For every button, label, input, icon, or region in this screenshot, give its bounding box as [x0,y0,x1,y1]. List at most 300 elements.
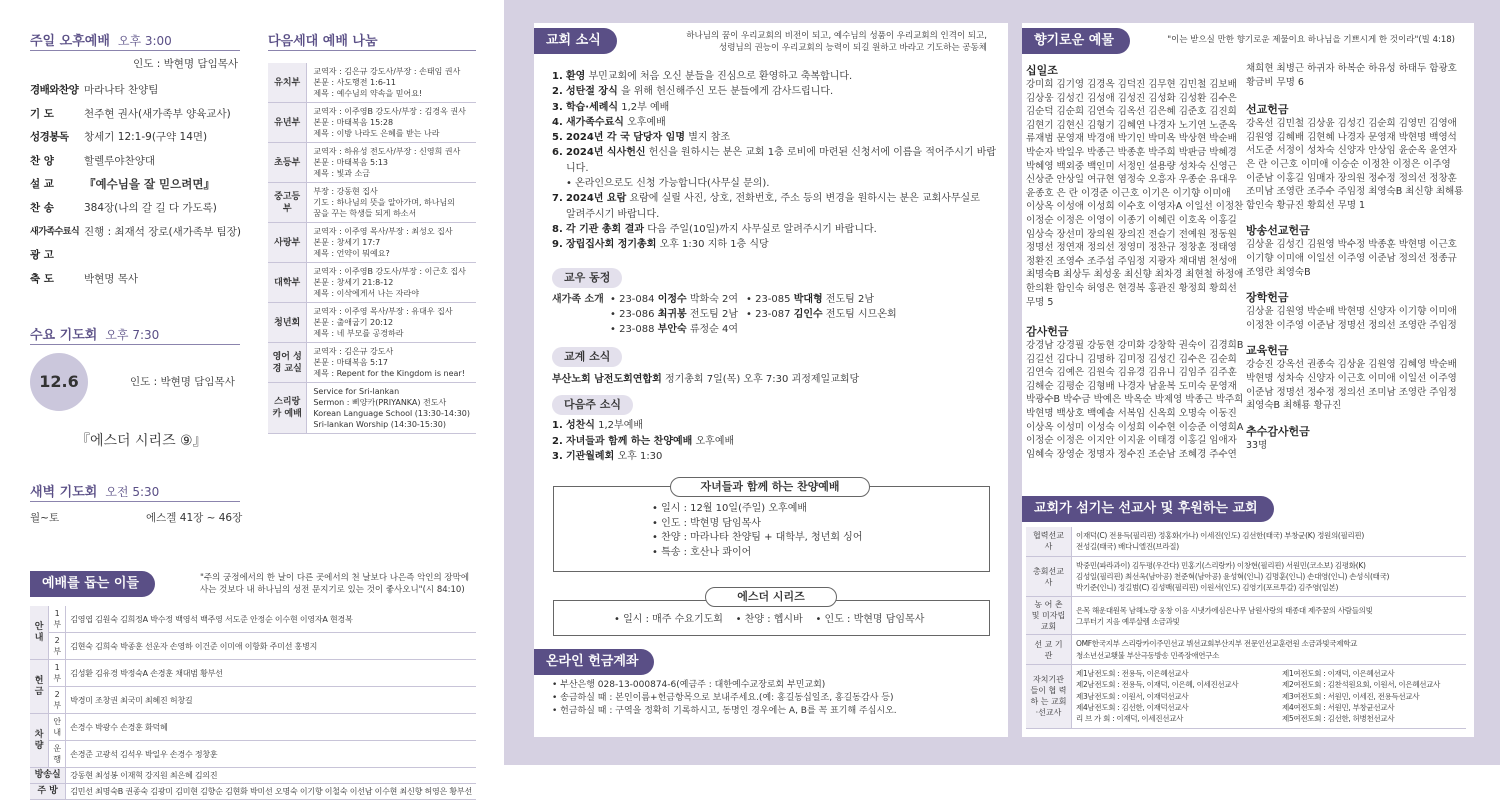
tithe-names [1026,78,1244,309]
org-line: 제3남전도회 : 이원서, 이재덕선교사 [1076,691,1189,701]
sunday-header [30,30,172,49]
dept-line: 꿈을 꾸는 학생들 되게 하소서 [313,209,417,218]
esther-title: 에스더 시리즈 [705,587,837,607]
name-line: 이정순 이정은 이영이 이종기 이혜린 이호옥 이홍길 [1026,214,1237,226]
name-line: 조미남 조영란 조주수 주임정 최영숙B 최신향 최해룡 [1246,186,1464,198]
member [746,292,874,307]
helpers-row [30,606,476,633]
online-line: • 송금하실 때 : 본인이름+헌금항목으로 보내주세요.(예: 홍길동십일조, 홍길동감사 등) [552,693,894,703]
dept-line: 기도 : 하나님의 뜻을 알아가며, 하나님의 [313,198,455,207]
order-label: 기 도 [30,107,54,120]
next-item [552,418,992,434]
news-text: 오후예배 [627,116,666,128]
news-text: 1,2부 예배 [621,101,670,113]
name-line: 이준남 이홍길 임매자 장의원 정수정 정의선 정창훈 [1246,172,1457,184]
wednesday-date-badge: 12.6 [30,353,88,411]
news-head: 2024년 요람 [565,193,627,205]
order-value: 창세기 12:1-9(구약 14면) [84,131,208,144]
name-line: 이상옥 이성미 이성숙 이성희 이수현 이승준 이영희A [1026,421,1244,433]
wednesday-title: 수요 기도회 [30,328,98,343]
member-name: 부안숙 [657,324,687,335]
name-line: 황금비 무명 6 [1246,76,1304,88]
wednesday-time: 오후 7:30 [105,328,160,342]
missionary-row [1026,556,1466,597]
divider [30,501,240,502]
order-label: 경배와찬양 [30,84,79,96]
news-text: 니다. [566,162,589,174]
missionary-label: 협력선교사 [1026,527,1072,556]
dept-line: 교역자 : 김은규 강도사 [313,347,394,356]
name-line: 최명숙B 최상두 최성웅 최신향 최차경 최현철 하정애 [1026,269,1244,281]
dept-label: 청년회 [268,303,307,343]
online-offering-title: 온라인 헌금계좌 [534,649,654,675]
offering-verse: "이는 받으실 만한 향기로운 제물이요 하나님을 기쁘시게 한 것이라"(빌 4:18) [1167,35,1455,45]
dawn-time: 오전 5:30 [105,485,160,499]
name-line: 무명 5 [1026,296,1054,308]
mission-names [1246,117,1466,212]
tithe-title: 십일조 [1026,64,1058,77]
name-line: 윤종호 은 란 이경준 이근호 이기은 이기향 이미애 [1026,187,1231,199]
dept-line: 본문 : 창세기 17:7 [313,238,381,247]
news-item [552,115,1002,130]
helper-sub-label: 2부 [49,633,66,660]
member-id: • 23-084 [610,294,658,305]
sunday-order-row [30,79,242,103]
member-group: 전도팀 시므온회 [822,309,897,320]
dept-details [307,343,476,383]
name-line: 조영란 최영숙B [1246,266,1311,278]
praise-line: • 일시 : 12월 10일(주일) 오후예배 [652,503,808,514]
edu-names [1246,358,1466,412]
name-line: 서도준 서정이 성차숙 신양자 안상임 윤순옥 윤연자 [1246,145,1457,157]
helper-names: 김성환 김유경 박정숙A 손경훈 채대범 황부선 [66,660,476,687]
broadcast-title: 방송선교헌금 [1246,224,1310,238]
news-text: 별지 참조 [688,132,731,144]
intro-line: 성령님의 권능이 우리교회의 능력이 되길 원하고 바라고 기도하는 공동체 [719,43,987,53]
member-name: 박대형 [793,294,823,305]
news-num: 1. [552,71,563,82]
member-name: 이정수 [657,294,687,305]
next-head: 기관월례회 [565,451,615,462]
nextgen-table [268,63,476,434]
next-head: 자녀들과 함께 하는 찬양예배 [565,435,693,447]
order-value: 천주현 권사(새가족부 양육교사) [84,107,231,120]
dept-label: 유년부 [268,103,307,143]
dept-details [307,263,476,303]
helper-group-label: 안 내 [30,606,49,660]
name-line: 임혜숙 장영순 정명자 정수진 조순남 조혜경 주수연 [1026,448,1237,460]
missionary-row [1026,665,1466,728]
name-line: 박현명 백상호 백예솔 서복임 신옥희 오명숙 이동진 [1026,408,1237,420]
helper-names: 손경수 박광수 손경훈 화덕혜 [66,714,476,741]
news-head: 2024년 각 국 담당자 임명 [565,132,685,144]
org-line: 제4여전도회 : 서원민, 부창균선교사 [1282,702,1395,712]
online-line: • 부산은행 028-13-000874-6(예금주 : 대한예수교장로회 부민교회) [552,680,826,690]
helper-names: 손경준 고광석 김석우 박일우 손경수 정창훈 [66,741,476,768]
helper-group-label: 헌 금 [30,660,49,714]
tithe-names-continued [1246,62,1466,89]
dept-details [307,103,476,143]
news-items [552,69,1002,253]
order-label: 찬 양 [30,154,54,167]
missionary-line: 박중민(파라과이) 김두평(우간다) 민홍기(스리랑카) 이창현(필리핀) 서원민(코소보) 김평화(K) [1076,560,1366,570]
member-group: 류정순 4여 [686,324,739,335]
member-row [610,307,1000,322]
helpers-row [30,660,476,687]
thanks-title: 감사헌금 [1026,325,1069,339]
missionary-details [1072,527,1467,556]
nextgen-row [268,383,476,434]
org-line: 제1남전도회 : 전용득, 이은혜선교사 [1076,669,1189,679]
helper-names: 박경미 조창권 최국미 최혜진 허창길 [66,687,476,714]
missionary-label: 자치기관들이 협 력 하 는 교회·선교사 [1026,665,1072,728]
nextgen-row [268,303,476,343]
helpers-quote: "주의 궁정에서의 한 날이 다른 곳에서의 천 날보다 나은즉 악인의 장막에 사는 것보다 내 하나님의 성전 문지기로 있는 것이 좋사오니"(시 84:10) [200,573,470,595]
dept-label: 대학부 [268,263,307,303]
wednesday-series: 『에스더 시리즈 ⑨』 [76,433,207,449]
scholar-names [1246,305,1466,332]
sunday-order-row [30,197,242,221]
harvest-count: 33명 [1246,439,1268,451]
dept-line: 교역자 : 이주영 목사/부장 : 최성오 집사 [313,227,453,236]
helpers-row [30,633,476,660]
presbytery-news [552,372,859,387]
news-text: 오후 1:30 지하 1층 식당 [659,239,769,251]
nextgen-row [268,263,476,303]
name-line: 박혜영 백외중 백인미 서정인 설용량 성차숙 신영근 [1026,160,1237,172]
praise-line: • 특송 : 호산나 콰이어 [652,546,752,558]
next-text: 1,2부예배 [598,420,644,431]
org-line: 제4남전도회 : 김선한, 이재덕선교사 [1076,702,1189,712]
news-text: 을 위해 헌신해주신 모든 분들에게 감사드립니다. [620,86,834,98]
next-item [552,434,992,450]
news-item [552,222,1002,237]
name-line: 김현기 김현신 김형기 김혜연 나경자 노기연 노준옥 [1026,119,1237,131]
offering-title: 향기로운 예물 [1022,28,1130,54]
next-num: 1. [552,420,563,431]
dept-line: 제목 : Repent for the Kingdom is near! [313,369,465,378]
missionary-details [1072,635,1467,665]
praise-line: • 인도 : 박현명 담임목사 [652,517,761,529]
member-row [610,292,1000,307]
praise-title: 자녀들과 함께 하는 찬양예배 [670,477,870,497]
mission-title: 선교헌금 [1246,103,1289,117]
news-item [552,100,1002,115]
news-item [552,191,1002,206]
missionary-line: 청소년선교횃불 부산극동방송 민족장애연구소 [1076,650,1220,660]
member-group: 박화숙 2여 [686,294,739,305]
order-label: 새가족수료식 [30,226,80,237]
dept-line: 제목 : 빛과 소금 [313,169,371,178]
order-value: 박현명 목사 [84,272,139,285]
dept-line: 제목 : 네 부모를 공경하라 [313,329,404,338]
divider [30,344,240,345]
nextgen-row [268,223,476,263]
order-value: 『예수님을 잘 믿으려면』 [84,177,215,192]
order-label: 축 도 [30,272,54,285]
dept-line: Sri-lankan Worship (14:30-15:30) [313,420,446,429]
nextgen-title: 다음세대 예배 나눔 [268,34,378,49]
news-head: 새가족수료식 [565,116,624,128]
name-line: 함인숙 황규진 황희선 무명 1 [1246,199,1366,211]
offering-left-col [1026,62,1244,461]
harvest-title: 추수감사헌금 [1246,424,1310,438]
presbytery-head: 부산노회 남전도회연합회 [552,374,662,385]
dept-label: 중고등부 [268,183,307,223]
name-line: 이상옥 이성애 이성희 이수호 이영자A 이일선 이정찬 [1026,201,1244,213]
news-item [552,237,1002,252]
dept-line: Service for Sri-lankan [313,387,400,396]
member [610,322,738,337]
missionary-line: 김성일(필리핀) 최선옥(남아공) 천준혁(남아공) 윤성혁(인니) 김명훈(인니) 손대영(인니) 손성식(태국) [1076,571,1390,581]
news-head: 장립집사회 정기총회 [565,239,657,251]
order-label: 광 고 [30,249,54,262]
name-line: 강경남 강경필 강동현 강미화 강창학 권숙이 김경희B [1026,340,1244,352]
dept-line: 본문 : 사도행전 1:6-11 [313,78,396,87]
helpers-row [30,784,476,800]
news-num: 3. [552,101,563,113]
order-label: 찬 송 [30,201,54,214]
missionary-details [1072,665,1467,728]
nextgen-row [268,343,476,383]
broadcast-names [1246,238,1466,279]
online-offering-lines [552,679,897,718]
name-line: 이기향 이미애 이일선 이주영 이준남 정의선 정종규 [1246,252,1457,264]
name-line: 박순자 박일우 박종근 박종훈 박주희 박판금 박혜경 [1026,146,1237,158]
dept-line: 교역자 : 이주영B 강도사/부장 : 이근호 집사 [313,267,466,276]
helper-names: 김현숙 김희숙 박종훈 선운자 손영하 이건준 이미애 이항화 주미선 홍병지 [66,633,476,660]
missionary-line: 박기준(인니) 정길범(C) 김성백(필리핀) 이원서(인도) 김영기(포르투갈) 김주영(일본) [1076,583,1339,593]
missionary-row [1026,635,1466,665]
dept-details [307,383,476,434]
news-text: 부민교회에 처음 오신 분들을 진심으로 환영하고 축복합니다. [588,71,853,82]
news-text: 요람에 실릴 사진, 상호, 전화번호, 주소 등의 변경을 원하시는 분은 교회사무실로 [629,193,980,205]
helpers-row [30,768,476,784]
dept-details [307,183,476,223]
news-text: 알려주시기 바랍니다. [566,208,660,220]
dept-label: 초등부 [268,143,307,183]
order-value: 마라나타 찬양팀 [84,84,159,96]
news-num: 9. [552,239,563,251]
name-line: 박광수B 박수금 박예은 박옥순 박제영 박종근 박주희 [1026,394,1244,406]
name-line: 김상윤 김원영 박순배 박현명 신양자 이기향 이미애 [1246,306,1457,318]
next-week-title: 다음주 소식 [552,395,633,415]
nextgen-row [268,103,476,143]
helper-names: 강동현 최성봉 이재혁 강지원 최은혜 김의진 [66,768,476,784]
order-value: 진행 : 최재석 장로(새가족부 팀장) [84,225,241,238]
name-line: 이정찬 이주영 이준남 정명선 정의선 조영란 주임정 [1246,319,1457,331]
next-text: 오후예배 [695,435,735,447]
member-name: 김인수 [793,309,823,320]
helper-sub-label: 운행 [49,741,66,768]
sunday-order-row [30,103,242,127]
next-text: 오후 1:30 [617,451,663,462]
name-line: 김상윤 김성긴 김원영 박수정 박종훈 박현명 이근호 [1246,239,1457,251]
dept-line: 부장 : 강동현 집사 [313,187,378,196]
dept-line: 교역자 : 이주영 목사/부장 : 유대우 집사 [313,307,453,316]
news-head: 각 기관 총회 결과 [565,223,645,235]
helper-sub-label: 1부 [49,606,66,633]
name-line: 은 란 이근호 이미애 이승순 이정찬 이정은 이주영 [1246,158,1451,170]
member-group: 전도팀 2남 [822,294,875,305]
dawn-days: 월~토 [30,512,60,524]
divider [268,50,476,51]
org-line: 제2남전도회 : 전용득, 이재덕, 이은혜, 이세진선교사 [1076,680,1239,690]
dept-line: 제목 : 예수님의 약속을 믿어요! [313,89,423,98]
dept-line: Korean Language School (13:30-14:30) [313,409,470,418]
news-text: 헌신을 원하시는 분은 교회 1층 로비에 마련된 신청서에 이름을 적어주시기 바랍 [648,147,997,159]
dept-line: 본문 : 마태복음 5:17 [313,358,389,367]
next-item [552,449,992,465]
org-line: 제2여전도회 : 김찬석원요회, 이원서, 이은혜선교사 [1282,680,1441,690]
name-line: 김해순 김평순 김형배 나경자 남윤복 도미숙 문영재 [1026,380,1237,392]
name-line: 정환진 조영수 조주섭 주임정 지광자 채대범 천성애 [1026,255,1237,267]
name-line: 김원영 김혜배 김현혜 나경자 문영재 박현명 백영석 [1246,131,1457,143]
member [746,307,897,322]
wednesday-leader: 인도 : 박현명 담임목사 [130,376,235,388]
member-id: • 23-088 [610,324,658,335]
missionary-details [1072,556,1467,597]
name-line: 강승진 강옥선 권종숙 김상윤 김원영 김혜영 박순배 [1246,359,1457,371]
name-line: 강옥선 김민철 김상윤 김성긴 김순희 김영민 김영애 [1246,118,1457,130]
next-week-items [552,418,992,465]
missionary-line: 전성길(태국) 배다니엘진(브라질) [1076,542,1179,552]
dept-details [307,63,476,103]
news-head: 환영 [565,71,586,82]
church-news-intro [622,30,987,54]
sunday-title: 주일 오후예배 [30,34,110,49]
missionary-label: 선 교 기 관 [1026,635,1072,665]
missionary-details [1072,597,1467,635]
name-line: 이정순 이정은 이지안 이지윤 이태경 이홍길 임애자 [1026,435,1237,447]
helpers-row [30,714,476,741]
dept-line: 교역자 : 하유성 전도사/부장 : 신영희 권사 [313,147,461,156]
intro-line: 하나님의 꿈이 우리교회의 비전이 되고, 예수님의 성품이 우리교회의 인격이 되고, [686,31,987,41]
news-text: 다음 주일(10일)까지 사무실로 알려주시기 바랍니다. [647,223,877,235]
dept-label: 영어 성경 교실 [268,343,307,383]
wednesday-header [30,324,159,343]
church-news-title: 교회 소식 [534,28,617,54]
helper-sub-label: 1부 [49,660,66,687]
helper-sub-label: 2부 [49,687,66,714]
missionary-row [1026,597,1466,635]
name-line: 한의환 함인숙 허영은 현경복 홍관진 황정희 황희선 [1026,282,1237,294]
news-head: 학습·세례식 [565,101,619,113]
dept-line: 본문 : 출애굽기 20:12 [313,318,394,327]
missionary-label: 총회선교사 [1026,556,1072,597]
edu-title: 교육헌금 [1246,344,1289,358]
news-num: 8. [552,223,563,235]
name-line: 최영숙B 최해룡 황규진 [1246,400,1342,412]
sunday-leader: 인도 : 박현명 담임목사 [133,58,238,70]
helper-sub-label: 안내 [49,714,66,741]
news-head: 2024년 식사헌신 [565,147,646,159]
dept-details [307,143,476,183]
name-line: 김상웅 김성긴 김성애 김성진 김성화 김성환 김수은 [1026,92,1237,104]
sunday-order-row [30,244,242,268]
missionaries-title: 교회가 섬기는 선교사 및 후원하는 교회 [1022,496,1274,522]
dept-line: 교역자 : 이주영B 강도사/부장 : 김경옥 권사 [313,107,466,116]
org-line: 제1여전도회 : 이재덕, 이은혜선교사 [1282,669,1395,679]
dept-line: 본문 : 마태복음 5:13 [313,158,389,167]
dept-line: Sermon : 삐양카(PRIYANKA) 전도사 [313,398,447,407]
missionary-line: 이재덕(C) 전용득(필리핀) 정홍화(가나) 이세진(인도) 김선한(태국) 부창균(K) 정원의(필리핀) [1076,531,1365,540]
new-members [610,292,1000,337]
news-head: 성탄절 장식 [565,86,618,98]
member-id: • 23-086 [610,309,658,320]
missionary-row [1026,527,1466,556]
name-line: 김순덕 김순희 김연숙 김옥선 김은혜 김준호 김진희 [1026,106,1237,118]
missionary-line: OMF한국지부 스리랑카이주민선교 뷔선교회부산지부 전문인선교훈련원 소금과빛국제학교 [1076,639,1358,649]
name-line: 류재범 문영재 박경애 박기인 박미옥 박상현 박순배 [1026,133,1237,145]
name-line: 김길선 김다니 김명하 김미정 김성긴 김수은 김순희 [1026,353,1237,365]
praise-details [652,502,862,560]
dawn-title: 새벽 기도회 [30,485,98,500]
name-line: 강미희 김기영 김경옥 김덕진 김무현 김민철 김보배 [1026,79,1237,90]
online-line: • 헌금하실 때 : 구역을 정확히 기록하시고, 동명인 경우에는 A, B를 꼭 표기해 주십시오. [552,706,897,716]
sunday-order-row [30,150,242,174]
sunday-order-row [30,126,242,150]
news-num: 5. [552,132,563,144]
sunday-order-row [30,221,242,245]
dept-line: 본문 : 창세기 21:8-12 [313,278,394,287]
helpers-row [30,687,476,714]
member-group: 전도팀 2남 [686,309,739,320]
order-label: 설 교 [30,178,54,191]
missionary-line: 그루터기 지음 예루살렘 소금과빛 [1076,616,1180,626]
helper-names: 김민선 최명숙B 권종숙 김광미 김미현 김향순 김현화 박미선 오명숙 이기향 이철숙 이선남 이수현 최신향 허영은 황부선 [66,784,476,800]
member-id: • 23-087 [746,309,794,320]
missionaries-table [1026,527,1466,729]
news-item [552,176,1002,191]
dept-details [307,223,476,263]
news-num: 7. [552,193,563,205]
name-line: 신상준 안상일 여규현 염정숙 오흥자 우종순 유대우 [1026,174,1237,186]
news-num: 4. [552,116,563,128]
dept-details [307,303,476,343]
nextgen-row [268,63,476,103]
helper-group-label: 차 량 [30,714,49,768]
name-line: 박현명 성차숙 신양자 이근호 이미애 이일선 이주영 [1246,372,1457,384]
dept-line: 교역자 : 김은규 강도사/부장 : 손태임 권사 [313,67,461,76]
dept-label: 스리랑카 예배 [268,383,307,434]
dawn-passage: 에스겔 41장 ~ 46장 [146,512,243,524]
name-line: 정명선 정연재 정의선 정영미 정찬규 정창훈 정태영 [1026,242,1237,254]
news-item [552,207,1002,222]
offering-right-col [1246,62,1466,452]
order-value: 384장(나의 갈 길 다 가도록) [84,201,217,214]
helpers-title: 예배를 돕는 이들 [30,571,155,597]
name-line: 임상숙 장선미 장의원 장의진 전슬기 전예원 정동원 [1026,228,1237,240]
name-line: 김연숙 김예은 김원숙 김유경 김유니 김임주 김주훈 [1026,367,1237,379]
next-num: 3. [552,451,563,462]
missionary-label: 농 어 촌 및 미자립교회 [1026,597,1072,635]
org-line: 리 브 가 회 : 이재덕, 이세진선교사 [1076,714,1184,724]
missionary-line: 은목 해운대원목 남해노량 웅창 이음 시냇가에심은나무 남원사랑의 태종대 제주꿈의 사람들의빛 [1076,605,1373,615]
sunday-order [30,79,242,291]
news-item [552,69,1002,84]
scholar-title: 장학헌금 [1246,291,1289,305]
next-head: 성찬식 [565,420,595,431]
dept-label: 유치부 [268,63,307,103]
news-item [552,84,1002,99]
news-num: 2. [552,86,563,98]
member-name: 최귀봉 [657,309,687,320]
news-item [552,130,1002,145]
dawn-header [30,481,159,500]
nextgen-row [268,143,476,183]
dept-line: 본문 : 마태복음 15:28 [313,118,394,127]
